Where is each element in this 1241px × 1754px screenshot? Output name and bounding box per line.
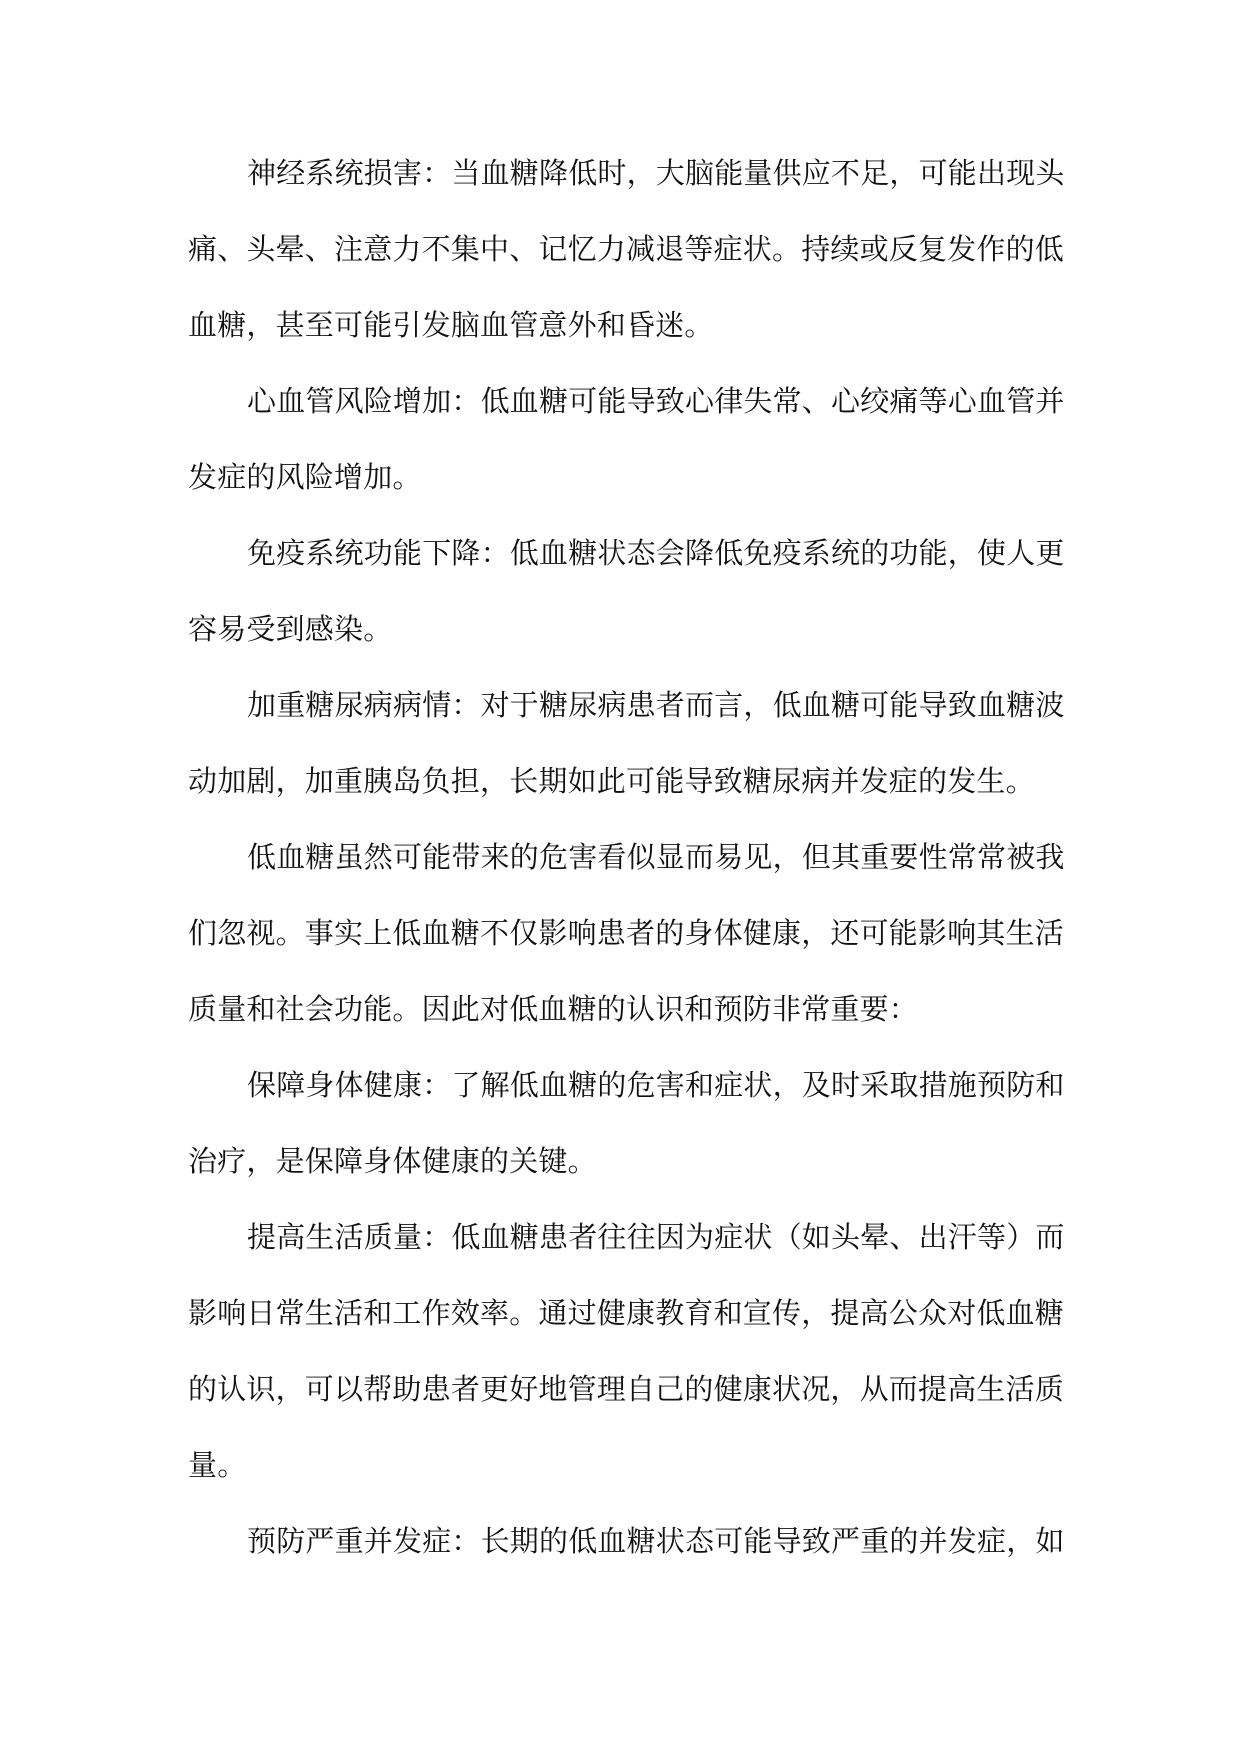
paragraph-line: 神经系统损害：当血糖降低时，大脑能量供应不足，可能出现头 (247, 156, 1065, 190)
paragraph-line: 动加剧，加重胰岛负担，长期如此可能导致糖尿病并发症的发生。 (188, 764, 1035, 798)
paragraph-line: 预防严重并发症：长期的低血糖状态可能导致严重的并发症，如 (247, 1524, 1065, 1558)
paragraph-line: 提高生活质量：低血糖患者往往因为症状（如头晕、出汗等）而 (247, 1220, 1065, 1254)
paragraph-line: 心血管风险增加：低血糖可能导致心律失常、心绞痛等心血管并 (247, 384, 1065, 418)
paragraph-line: 加重糖尿病病情：对于糖尿病患者而言，低血糖可能导致血糖波 (247, 688, 1065, 722)
paragraph-line: 发症的风险增加。 (188, 460, 422, 494)
paragraph-line: 影响日常生活和工作效率。通过健康教育和宣传，提高公众对低血糖 (188, 1296, 1065, 1330)
paragraph-line: 保障身体健康：了解低血糖的危害和症状，及时采取措施预防和 (247, 1068, 1065, 1102)
paragraph-line: 治疗，是保障身体健康的关键。 (188, 1144, 597, 1178)
paragraph-line: 容易受到感染。 (188, 612, 393, 646)
paragraph-line: 的认识，可以帮助患者更好地管理自己的健康状况，从而提高生活质 (188, 1372, 1065, 1406)
paragraph-line: 们忽视。事实上低血糖不仅影响患者的身体健康，还可能影响其生活 (188, 916, 1065, 950)
paragraph-line: 量。 (188, 1448, 247, 1482)
paragraph-line: 血糖，甚至可能引发脑血管意外和昏迷。 (188, 308, 714, 342)
paragraph-line: 低血糖虽然可能带来的危害看似显而易见，但其重要性常常被我 (247, 840, 1065, 874)
paragraph-line: 免疫系统功能下降：低血糖状态会降低免疫系统的功能，使人更 (247, 536, 1065, 570)
paragraph-line: 痛、头晕、注意力不集中、记忆力减退等症状。持续或反复发作的低 (188, 232, 1065, 266)
paragraph-line: 质量和社会功能。因此对低血糖的认识和预防非常重要： (188, 992, 919, 1026)
